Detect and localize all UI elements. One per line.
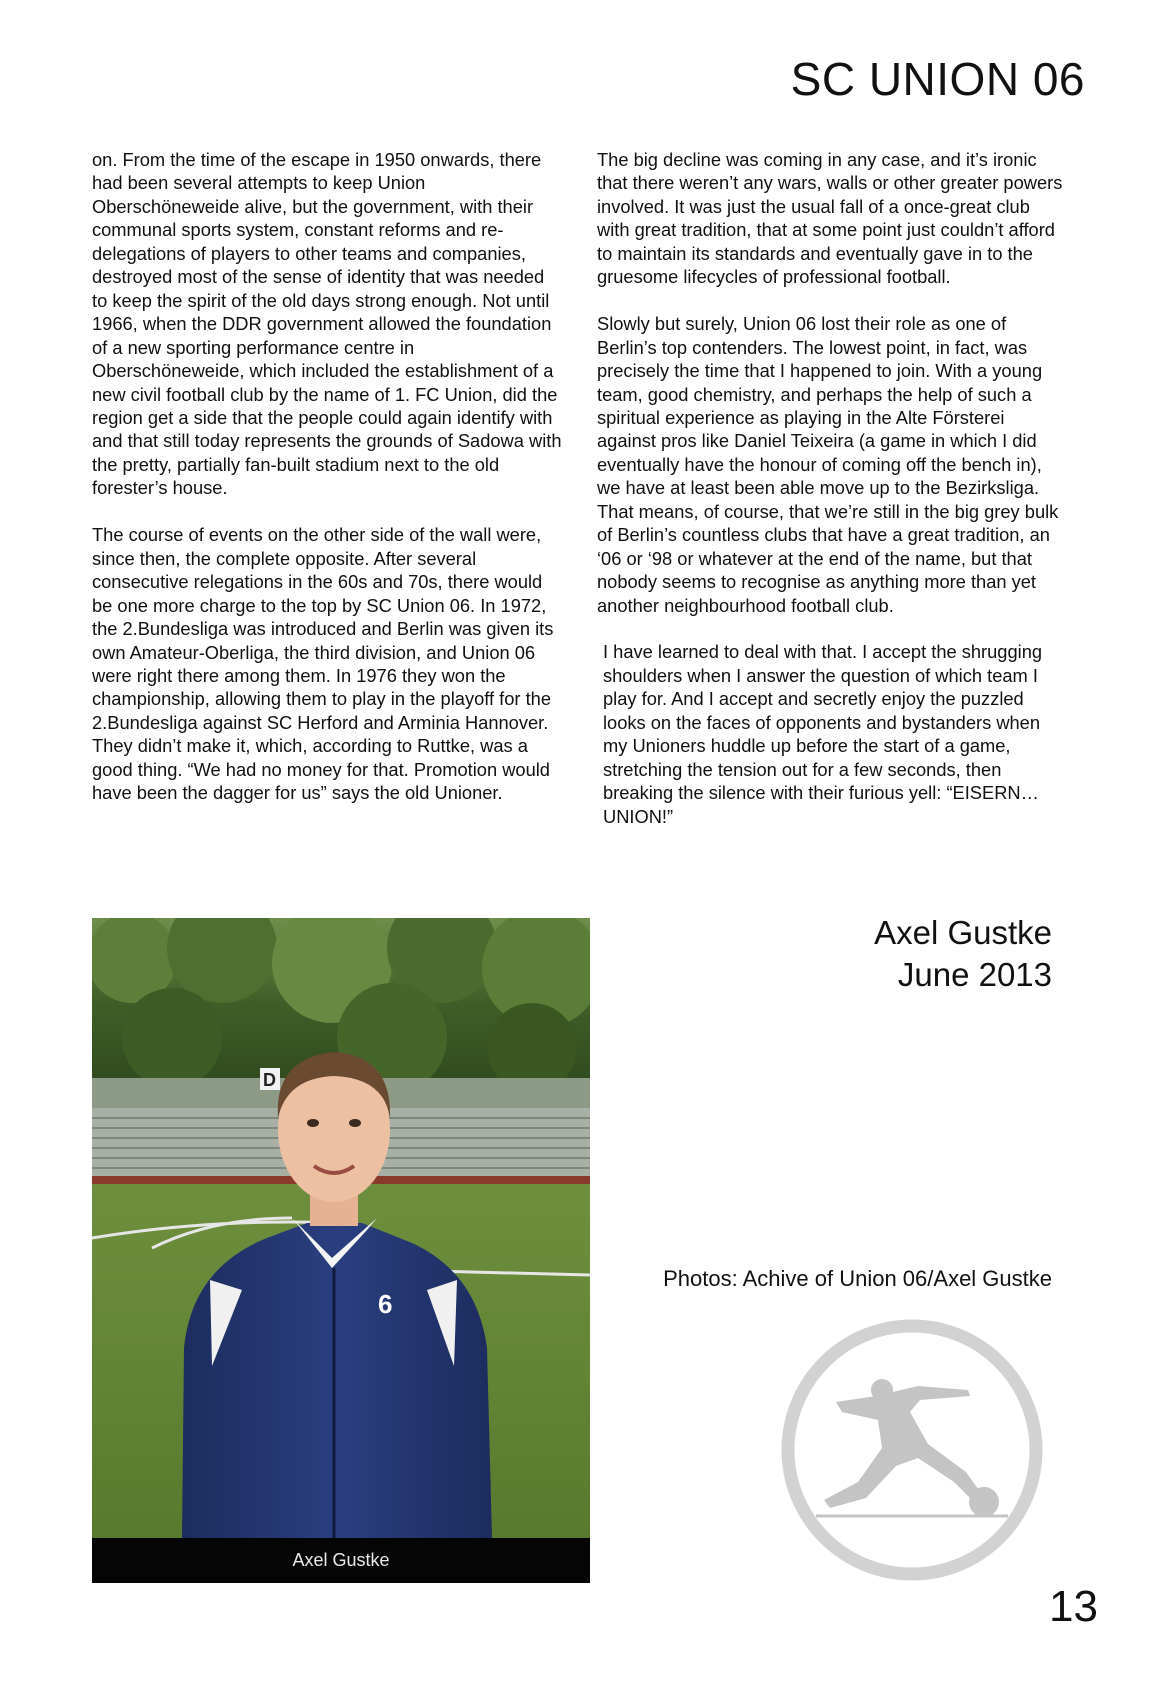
shirt-number: 6 (378, 1289, 393, 1319)
page-number: 13 (1049, 1582, 1098, 1631)
photo-caption: Axel Gustke (92, 1538, 590, 1583)
author-signature (874, 912, 1052, 996)
article-paragraph: on. From the time of the escape in 1950 onwards, there had been several attempts to keep Union Oberschöneweide alive, but the government, with their communal sports system, constant reforms and re-delegations of players to other teams and companies, destroyed most of the sense of identity that was needed to keep the spirit of the old days strong enough. Not until 1966, when the DDR government allowed the foundation of a new sporting performance centre in Oberschöneweide, which included the establishment of a new civil football club by the name of 1. FC Union, did the region get a side that the people could again identify with and that still today represents the grounds of Sadowa with the pretty, partially fan-built stadium next to the old forester’s house. (92, 149, 562, 499)
article-column-right (597, 148, 1067, 852)
article-paragraph: Slowly but surely, Union 06 lost their role as one of Berlin’s top contenders. The lowest point, in fact, was precisely the time that I happened to join. With a young team, good chemistry, and perhaps the help of such a spiritual experience as playing in the Alte Försterei against pros like Daniel Teixeira (a game in which I did eventually have the honour of coming off the bench in), we have at least been able move up to the Bezirksliga. That means, of course, that we’re still in the big grey bulk of Berlin’s countless clubs that have a great tradition, an ‘06 or ‘98 or whatever at the end of the name, but that nobody seems to recognise as anything more than yet another neighbourhood football club. (597, 313, 1059, 616)
player-photo-illustration (92, 918, 590, 1538)
author-date: June 2013 (897, 956, 1052, 993)
player-photo (92, 918, 590, 1583)
article-column-left (92, 148, 562, 828)
article-paragraph: The course of events on the other side of the wall were, since then, the complete opposite. After several consecutive relegations in the 60s and 70s, there would be one more charge to the top by SC Union 06. In 1972, the 2.Bundesliga was introduced and Berlin was given its own Amateur-Oberliga, the third division, and Union 06 were right there among them. In 1976 they won the championship, allowing them to play in the playoff for the 2.Bundesliga against SC Herford and Arminia Hannover. They didn’t make it, which, according to Ruttke, was a good thing. “We had no money for that. Promotion would have been the dagger for us” says the old Unioner. (92, 524, 554, 804)
author-name: Axel Gustke (874, 914, 1052, 951)
magazine-section-title: SC UNION 06 (790, 53, 1085, 105)
photo-credits: Photos: Achive of Union 06/Axel Gustke (663, 1266, 1052, 1291)
article-paragraph: I have learned to deal with that. I accept the shrugging shoulders when I answer the question of which team I play for. And I accept and secretly enjoy the puzzled looks on the faces of opponents and bystanders when my Unioners huddle up before the start of a game, stretching the tension out for a few seconds, then breaking the silence with their furious yell: “EISERN…UNION!” (603, 641, 1043, 827)
footballer-logo-icon (778, 1316, 1046, 1584)
stand-sign-letter: D (263, 1070, 276, 1090)
article-paragraph: The big decline was coming in any case, and it’s ironic that there weren’t any wars, walls or other greater powers involved. It was just the usual fall of a once-great club with great tradition, that at some point just couldn’t afford to maintain its standards and eventually gave in to the gruesome lifecycles of professional football. (597, 149, 1063, 288)
